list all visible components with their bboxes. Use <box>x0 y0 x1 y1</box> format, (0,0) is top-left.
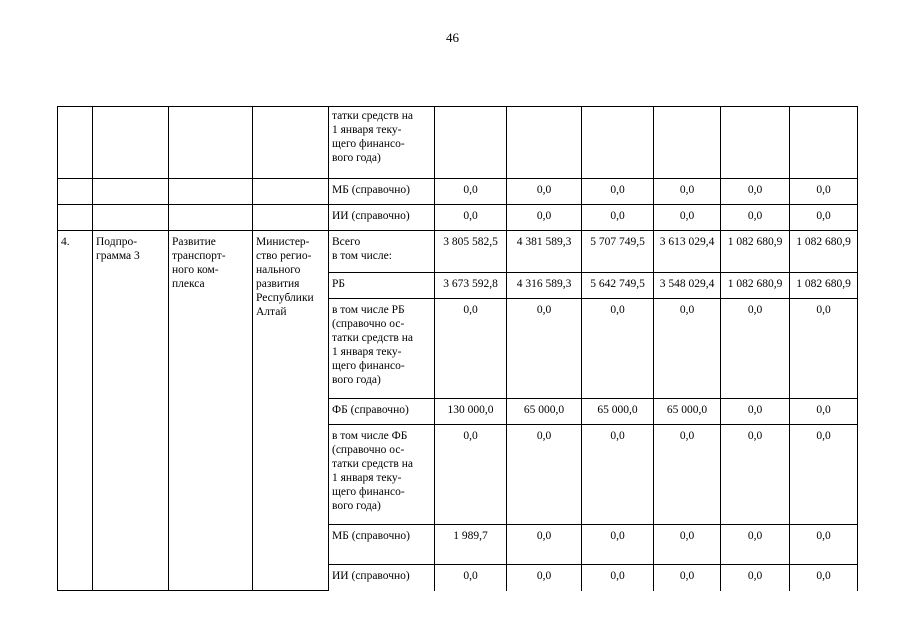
value-cell: 0,0 <box>507 179 582 205</box>
value-cell: 0,0 <box>790 399 858 425</box>
value-cell: 0,0 <box>654 425 721 525</box>
value-cell: 0,0 <box>582 299 654 399</box>
value-cell: 1 082 680,9 <box>790 273 858 299</box>
value-cell: 0,0 <box>435 299 507 399</box>
value-cell: 3 805 582,5 <box>435 231 507 273</box>
empty-cell <box>169 107 253 179</box>
value-cell: 0,0 <box>507 425 582 525</box>
value-cell <box>790 107 858 179</box>
table-row <box>58 107 858 179</box>
value-cell: 0,0 <box>654 205 721 231</box>
page-number: 46 <box>446 30 459 45</box>
value-cell: 0,0 <box>435 205 507 231</box>
value-cell: 65 000,0 <box>507 399 582 425</box>
value-cell: 5 642 749,5 <box>582 273 654 299</box>
value-cell: 0,0 <box>507 525 582 565</box>
value-cell: 0,0 <box>582 425 654 525</box>
table-row <box>58 231 858 273</box>
value-cell: 0,0 <box>654 565 721 591</box>
value-cell: 0,0 <box>721 425 790 525</box>
value-cell: 0,0 <box>790 565 858 591</box>
funding-source-cell: ИИ (справочно) <box>329 565 435 591</box>
value-cell: 0,0 <box>435 179 507 205</box>
value-cell: 0,0 <box>435 425 507 525</box>
funding-source-cell: ФБ (справочно) <box>329 399 435 425</box>
value-cell <box>721 107 790 179</box>
empty-cell <box>253 107 329 179</box>
empty-cell <box>93 205 169 231</box>
value-cell: 5 707 749,5 <box>582 231 654 273</box>
value-cell: 0,0 <box>721 399 790 425</box>
row-number-cell: 4. <box>58 231 93 591</box>
table-row <box>58 205 858 231</box>
empty-cell <box>93 107 169 179</box>
value-cell: 1 082 680,9 <box>721 231 790 273</box>
value-cell <box>507 107 582 179</box>
value-cell: 3 548 029,4 <box>654 273 721 299</box>
value-cell: 1 082 680,9 <box>721 273 790 299</box>
value-cell <box>435 107 507 179</box>
empty-cell <box>58 179 93 205</box>
value-cell <box>582 107 654 179</box>
value-cell: 65 000,0 <box>654 399 721 425</box>
subprogram-name-cell: Подпро- грамма 3 <box>93 231 169 591</box>
funding-source-cell: РБ <box>329 273 435 299</box>
empty-cell <box>58 107 93 179</box>
funding-source-cell: в том числе РБ (справочно ос- татки средств на 1 января теку- щего финансо- вого года) <box>329 299 435 399</box>
funding-source-cell: ИИ (справочно) <box>329 205 435 231</box>
subprogram-title-cell: Развитие транспорт- ного ком- плекса <box>169 231 253 591</box>
value-cell: 0,0 <box>507 205 582 231</box>
value-cell: 0,0 <box>790 425 858 525</box>
value-cell: 0,0 <box>582 205 654 231</box>
empty-cell <box>169 179 253 205</box>
value-cell: 4 316 589,3 <box>507 273 582 299</box>
value-cell: 0,0 <box>435 565 507 591</box>
value-cell: 65 000,0 <box>582 399 654 425</box>
value-cell: 0,0 <box>582 525 654 565</box>
value-cell: 0,0 <box>654 525 721 565</box>
value-cell: 0,0 <box>654 299 721 399</box>
table-row <box>58 179 858 205</box>
empty-cell <box>93 179 169 205</box>
value-cell: 0,0 <box>790 179 858 205</box>
value-cell: 0,0 <box>721 525 790 565</box>
value-cell: 3 613 029,4 <box>654 231 721 273</box>
value-cell: 130 000,0 <box>435 399 507 425</box>
funding-source-cell: татки средств на 1 января теку- щего финансо- вого года) <box>329 107 435 179</box>
value-cell: 0,0 <box>721 205 790 231</box>
empty-cell <box>58 205 93 231</box>
value-cell: 0,0 <box>582 565 654 591</box>
value-cell: 0,0 <box>582 179 654 205</box>
value-cell: 0,0 <box>654 179 721 205</box>
value-cell: 0,0 <box>790 205 858 231</box>
budget-table <box>57 106 858 591</box>
empty-cell <box>253 179 329 205</box>
value-cell: 0,0 <box>790 299 858 399</box>
value-cell: 0,0 <box>507 565 582 591</box>
funding-source-cell: МБ (справочно) <box>329 179 435 205</box>
value-cell: 0,0 <box>721 299 790 399</box>
empty-cell <box>169 205 253 231</box>
value-cell: 1 082 680,9 <box>790 231 858 273</box>
funding-source-cell: Всего в том числе: <box>329 231 435 273</box>
executor-cell: Министер- ство регио- нального развития Республики Алтай <box>253 231 329 591</box>
value-cell: 0,0 <box>721 565 790 591</box>
value-cell: 4 381 589,3 <box>507 231 582 273</box>
value-cell: 0,0 <box>507 299 582 399</box>
value-cell: 0,0 <box>790 525 858 565</box>
value-cell: 3 673 592,8 <box>435 273 507 299</box>
value-cell: 0,0 <box>721 179 790 205</box>
funding-source-cell: МБ (справочно) <box>329 525 435 565</box>
funding-source-cell: в том числе ФБ (справочно ос- татки средств на 1 января теку- щего финансо- вого года) <box>329 425 435 525</box>
value-cell: 1 989,7 <box>435 525 507 565</box>
empty-cell <box>253 205 329 231</box>
value-cell <box>654 107 721 179</box>
